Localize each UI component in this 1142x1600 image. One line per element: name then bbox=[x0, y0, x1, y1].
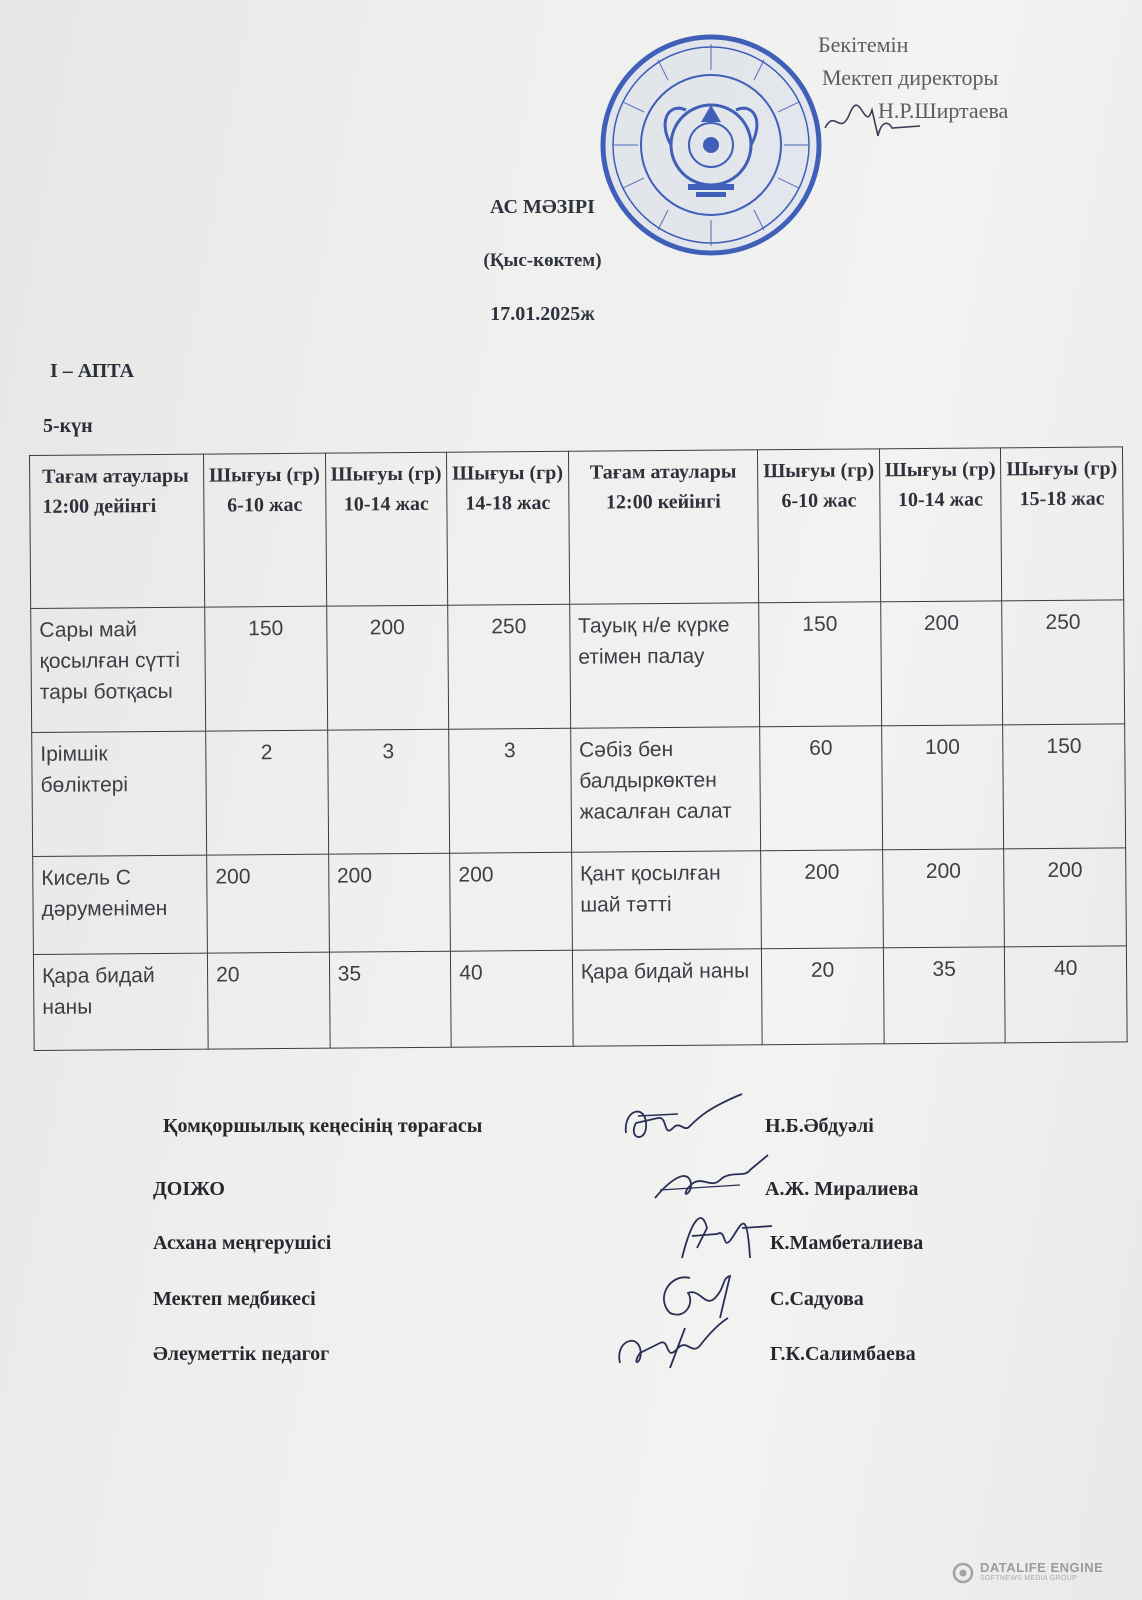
cell-value: 200 bbox=[761, 850, 883, 949]
season-label: (Қыс-көктем) bbox=[483, 250, 602, 271]
header-yield-10-14-pm: Шығуы (гр) 10-14 жас bbox=[879, 448, 1002, 602]
cell-value: 150 bbox=[759, 602, 882, 727]
menu-date: 17.01.2025ж bbox=[490, 303, 595, 325]
table-header-row bbox=[30, 447, 1124, 609]
dish-pm: Қара бидай наны bbox=[572, 949, 762, 1046]
signature-row-doizho bbox=[153, 1178, 919, 1201]
approval-line-2: Мектеп директоры bbox=[822, 65, 999, 90]
cell-value: 35 bbox=[883, 947, 1005, 1044]
week-label: І – АПТА bbox=[50, 360, 135, 382]
cell-value: 150 bbox=[1003, 724, 1126, 849]
cell-value: 3 bbox=[327, 729, 450, 854]
dish-pm: Сәбіз бен балдыркөктен жасалған салат bbox=[570, 727, 761, 852]
dish-am: Сары май қосылған сүтті тары ботқасы bbox=[31, 607, 206, 732]
signature-name: Г.К.Салимбаева bbox=[770, 1343, 916, 1365]
cell-value: 40 bbox=[1005, 946, 1127, 1043]
cell-value: 200 bbox=[450, 852, 572, 951]
table-row bbox=[32, 724, 1126, 857]
cell-value: 200 bbox=[1004, 848, 1126, 947]
header-yield-6-10-pm: Шығуы (гр) 6-10 жас bbox=[758, 449, 881, 603]
dish-am: Кисель С дәруменімен bbox=[33, 855, 208, 954]
signature-role: Мектеп медбикесі bbox=[153, 1288, 316, 1310]
dish-pm: Тауық н/е күрке етімен палау bbox=[569, 603, 760, 728]
cell-value: 20 bbox=[762, 948, 884, 1045]
signature-name: С.Садуова bbox=[770, 1288, 864, 1310]
director-signature bbox=[820, 98, 930, 148]
signature-row-chair bbox=[163, 1115, 874, 1138]
cell-value: 2 bbox=[206, 730, 329, 855]
table-row bbox=[33, 848, 1127, 955]
signature-name: А.Ж. Миралиева bbox=[765, 1178, 919, 1200]
watermark-sub: SOFTNEWS MEDIA GROUP bbox=[980, 1575, 1078, 1582]
cell-value: 100 bbox=[881, 725, 1004, 850]
signature-role: Қомқоршылық кеңесінің төрағасы bbox=[163, 1115, 483, 1137]
signature-social-scribble bbox=[610, 1308, 740, 1378]
dish-am: Ірімшік бөліктері bbox=[32, 731, 207, 856]
datalife-logo-icon bbox=[952, 1562, 974, 1584]
table-row bbox=[33, 946, 1127, 1051]
signature-row-canteen bbox=[153, 1232, 924, 1255]
cell-value: 200 bbox=[328, 853, 450, 952]
cell-value: 20 bbox=[208, 952, 330, 1049]
cell-value: 150 bbox=[205, 606, 328, 731]
cell-value: 200 bbox=[326, 605, 449, 730]
header-dish-before-noon: Тағам атаулары 12:00 дейінгі bbox=[30, 454, 205, 608]
cell-value: 250 bbox=[448, 604, 571, 729]
header-yield-6-10: Шығуы (гр) 6-10 жас bbox=[204, 453, 327, 607]
header-yield-10-14: Шығуы (гр) 10-14 жас bbox=[325, 452, 448, 606]
cell-value: 250 bbox=[1002, 600, 1125, 725]
watermark bbox=[952, 1560, 1132, 1590]
watermark-brand: DATALIFE ENGINE bbox=[980, 1560, 1104, 1575]
official-stamp bbox=[598, 32, 824, 258]
cell-value: 200 bbox=[207, 854, 329, 953]
dish-pm: Қант қосылған шай тәтті bbox=[571, 851, 761, 950]
menu-table bbox=[29, 446, 1128, 1051]
signature-row-nurse bbox=[153, 1288, 864, 1311]
signature-name: К.Мамбеталиева bbox=[770, 1232, 924, 1254]
cell-value: 60 bbox=[760, 726, 883, 851]
signature-name: Н.Б.Әбдуәлі bbox=[765, 1115, 874, 1137]
signature-chair-scribble bbox=[618, 1088, 748, 1158]
signature-role: ДОІЖО bbox=[153, 1178, 225, 1200]
cell-value: 40 bbox=[451, 950, 573, 1047]
approval-director-name: Н.Р.Ширтаева bbox=[878, 98, 1009, 123]
header-yield-14-18: Шығуы (гр) 14-18 жас bbox=[447, 451, 570, 605]
cell-value: 200 bbox=[881, 601, 1004, 726]
header-yield-15-18-pm: Шығуы (гр) 15-18 жас bbox=[1001, 447, 1124, 601]
cell-value: 200 bbox=[882, 849, 1004, 948]
cell-value: 35 bbox=[329, 951, 451, 1048]
day-label: 5-күн bbox=[43, 415, 93, 437]
signature-row-social bbox=[153, 1343, 916, 1366]
dish-am: Қара бидай наны bbox=[33, 953, 208, 1050]
document-title: АС МӘЗІРІ bbox=[490, 196, 595, 218]
cell-value: 3 bbox=[449, 728, 572, 853]
signature-role: Асхана меңгерушісі bbox=[153, 1232, 332, 1254]
approval-line-1: Бекітемін bbox=[818, 32, 909, 57]
signature-role: Әлеуметтік педагог bbox=[153, 1343, 330, 1365]
table-row bbox=[31, 600, 1125, 733]
header-dish-after-noon: Тағам атаулары 12:00 кейінгі bbox=[568, 450, 759, 604]
